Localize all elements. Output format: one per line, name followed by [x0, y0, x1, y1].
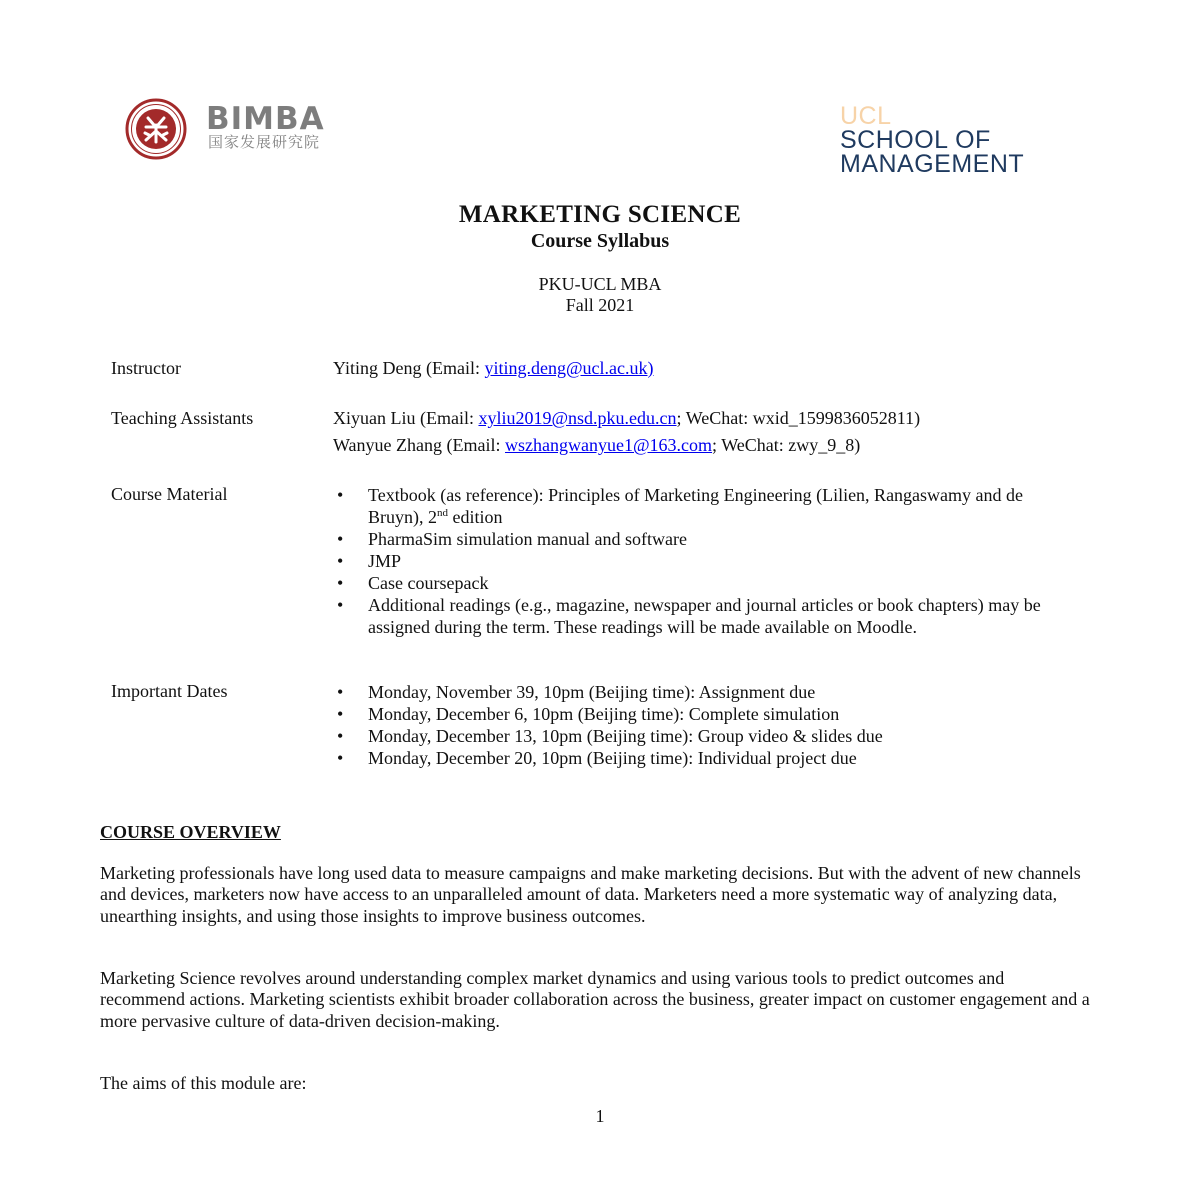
bimba-chinese-name: 国家发展研究院 [208, 133, 321, 151]
ta-wechat: ; WeChat: wxid_1599836052811) [676, 408, 921, 428]
ta-email-link[interactable]: wszhangwanyue1@163.com [505, 435, 713, 455]
page-number: 1 [595, 1106, 605, 1126]
overview-paragraph: Marketing professionals have long used data to measure campaigns and make marketing decisions. But with the advent of new channels and devices, marketers now have access to an unparalleled amount of data. Marketers need a more systematic way of analyzing data, unearthing insights, and using those insights to improve business outcomes. [100, 863, 1081, 926]
list-item: • Monday, November 39, 10pm (Beijing time): Assignment due [333, 681, 1093, 703]
program-name: PKU-UCL MBA [538, 274, 662, 294]
list-item: • Monday, December 6, 10pm (Beijing time): Complete simulation [333, 703, 1093, 725]
ucl-logo [840, 104, 1024, 176]
ucl-wordmark: UCL [840, 102, 892, 130]
instructor-email-link[interactable]: yiting.deng@ucl.ac.uk) [484, 358, 654, 378]
instructor-label: Instructor [111, 358, 181, 378]
course-material-label: Course Material [111, 484, 228, 504]
important-dates-list [333, 681, 1093, 769]
list-item: • Monday, December 13, 10pm (Beijing time): Group video & slides due [333, 725, 1093, 747]
list-item: • PharmaSim simulation manual and software [333, 528, 1063, 550]
course-material-list [333, 484, 1063, 638]
ucl-school-of: SCHOOL OF [840, 126, 991, 154]
ucl-management: MANAGEMENT [840, 150, 1025, 178]
ta-email-link[interactable]: xyliu2019@nsd.pku.edu.cn [478, 408, 677, 428]
bimba-brand: BIMBA [206, 101, 325, 137]
document-subtitle: Course Syllabus [530, 230, 670, 252]
ta-wechat: ; WeChat: zwy_9_8) [712, 435, 861, 455]
pku-seal-logo [121, 98, 191, 160]
overview-paragraph: The aims of this module are: [100, 1073, 307, 1093]
list-item: • Case coursepack [333, 572, 1063, 594]
ta-entry [333, 408, 920, 429]
list-item: • Textbook (as reference): Principles of Marketing Engineering (Lilien, Rangaswamy and de Bruyn), 2nd edition [333, 484, 1063, 528]
ta-name: Xiyuan Liu (Email: [333, 408, 479, 428]
document-title: MARKETING SCIENCE [458, 201, 742, 228]
overview-paragraph: Marketing Science revolves around understanding complex market dynamics and using various tools to predict outcomes and recommend actions. Marketing scientists exhibit broader collaboration across the business, greater impact on customer engagement and a more pervasive culture of data-driven decision-making. [100, 968, 1090, 1031]
ta-entry [333, 435, 860, 456]
list-item: • JMP [333, 550, 1063, 572]
list-item: • Monday, December 20, 10pm (Beijing time): Individual project due [333, 747, 1093, 769]
ta-name: Wanyue Zhang (Email: [333, 435, 505, 455]
instructor-value [333, 358, 654, 379]
list-item: • Additional readings (e.g., magazine, newspaper and journal articles or book chapters) may be assigned during the term. These readings will be made available on Moodle. [333, 594, 1063, 638]
instructor-name: Yiting Deng (Email: [333, 358, 485, 378]
important-dates-label: Important Dates [111, 681, 228, 701]
term: Fall 2021 [565, 295, 635, 315]
ta-label: Teaching Assistants [111, 408, 254, 428]
course-overview-heading: COURSE OVERVIEW [100, 822, 281, 842]
